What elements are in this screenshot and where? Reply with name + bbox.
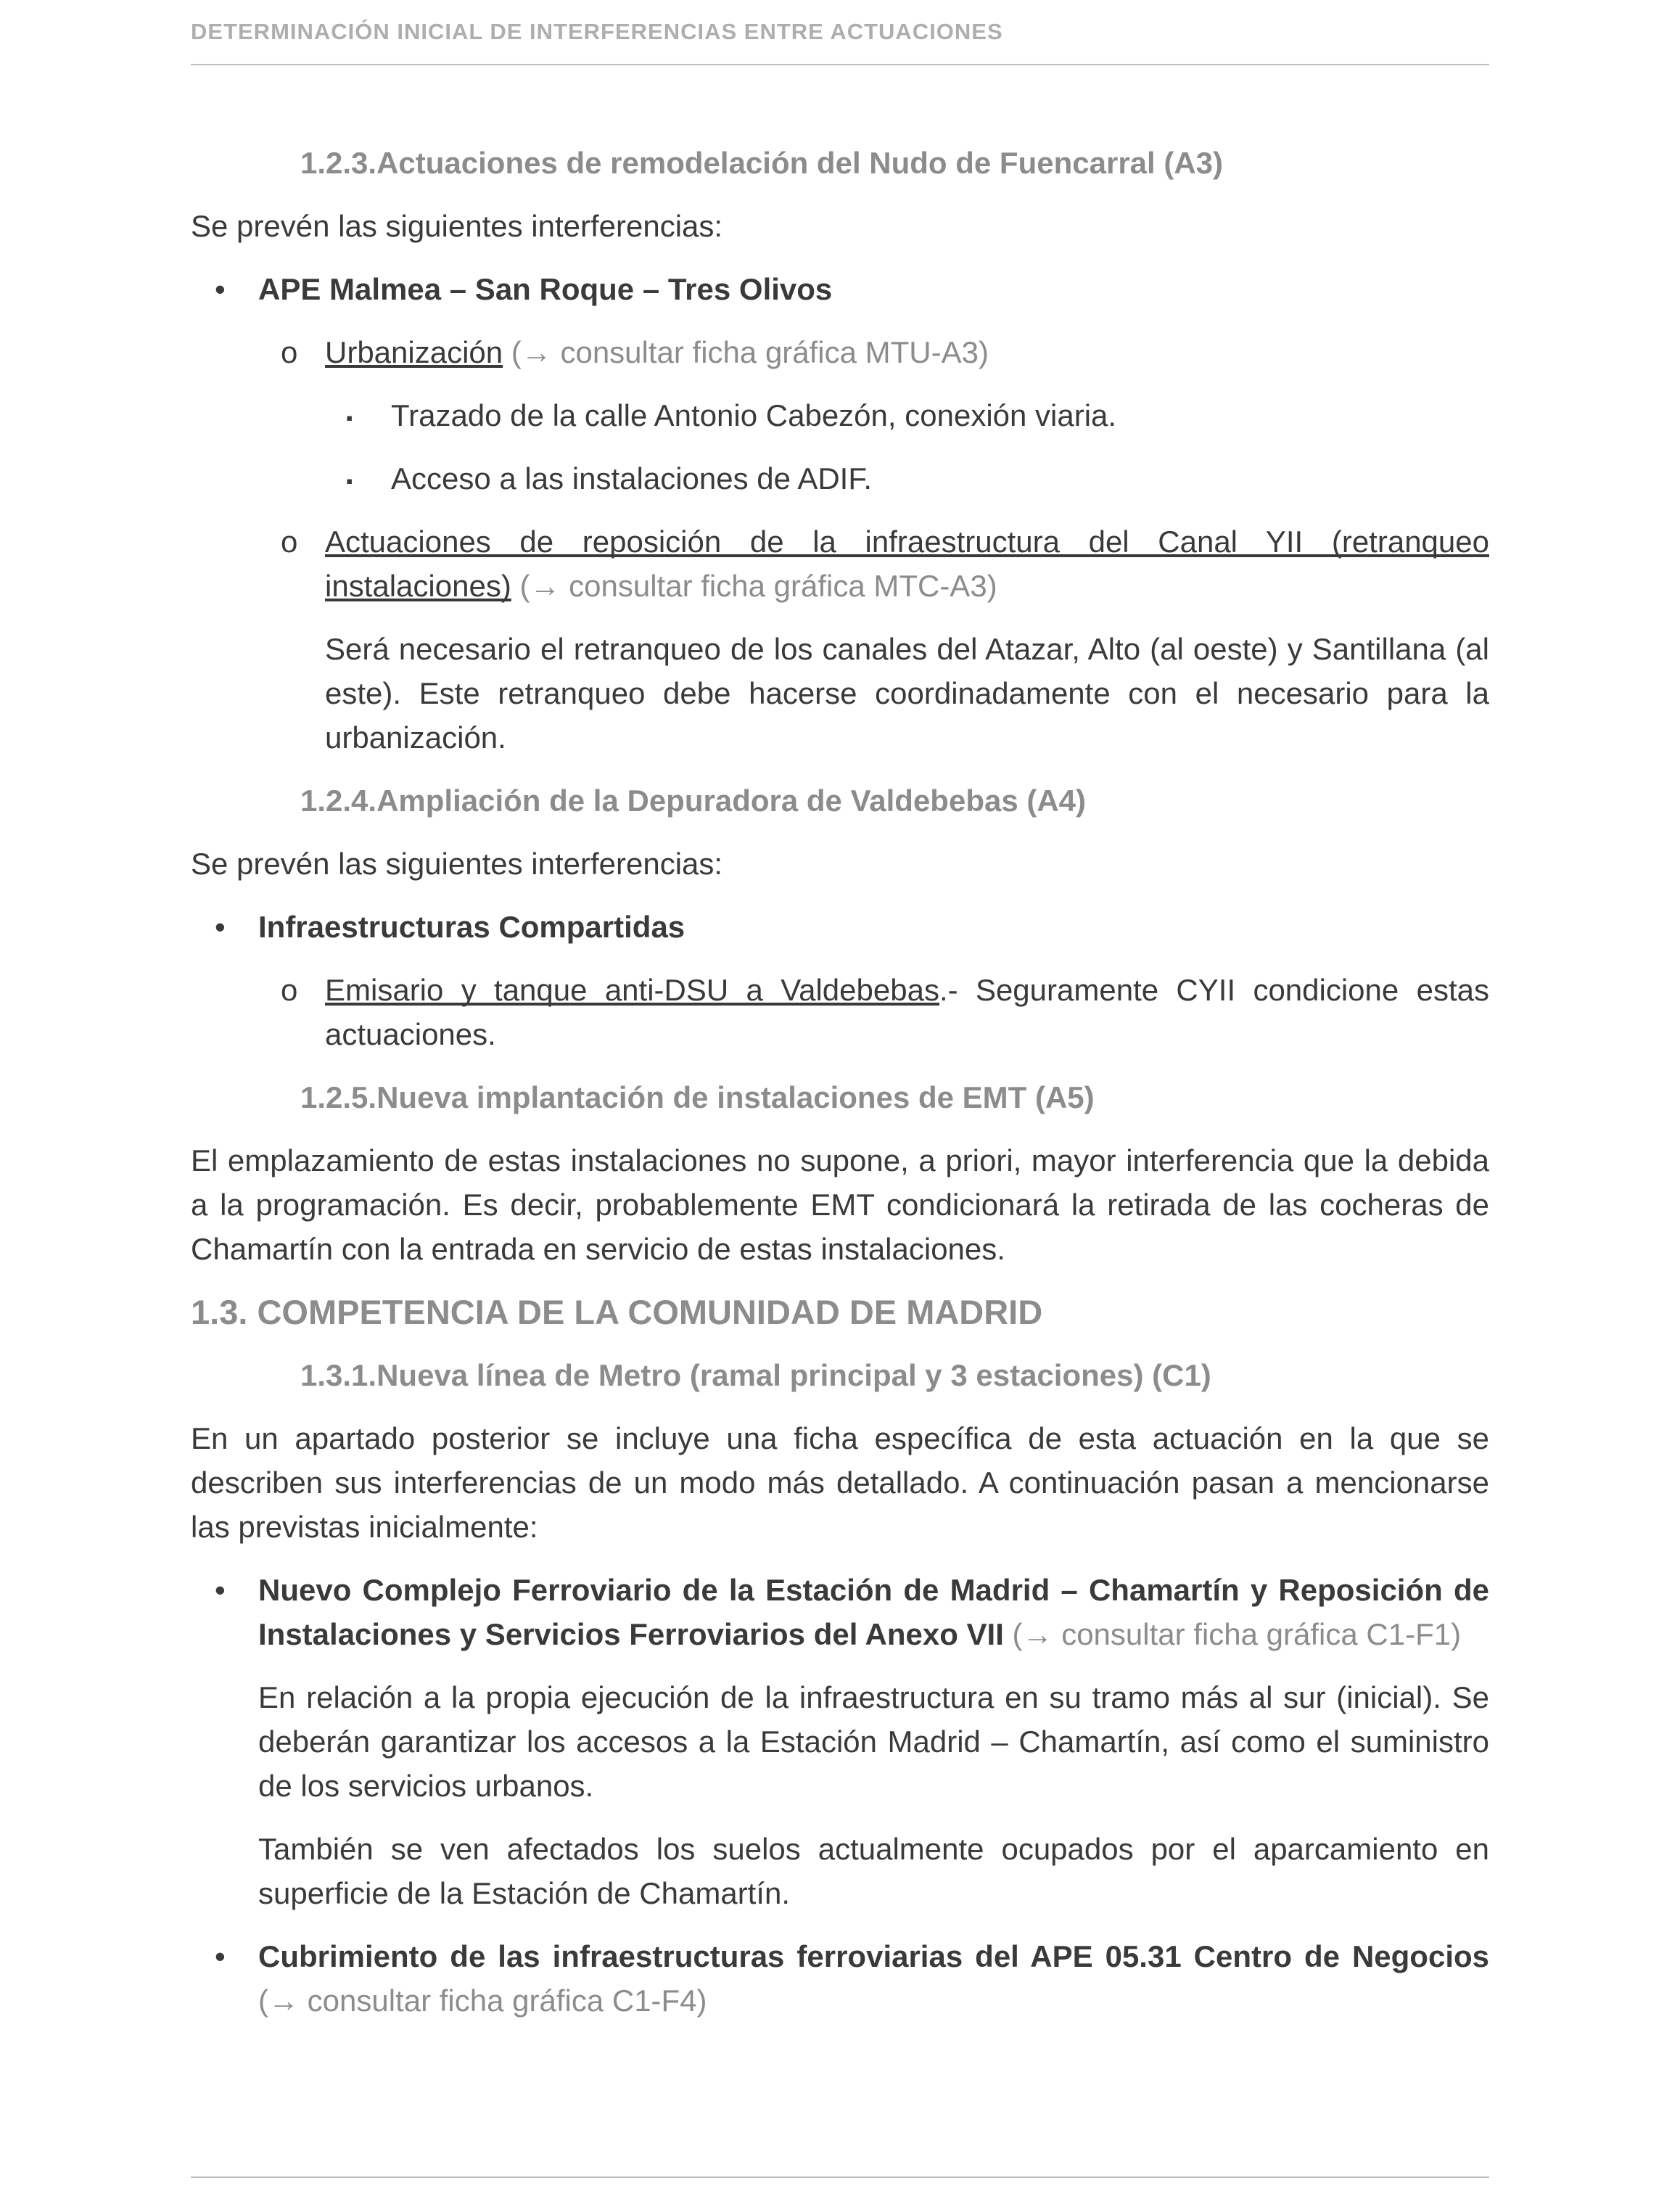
list-item-reposicion (191, 519, 1489, 608)
list-item-acceso (191, 456, 1489, 501)
document-header (0, 0, 1680, 65)
list-item-urbanizacion (191, 330, 1489, 374)
list-item-label: Infraestructuras Compartidas (258, 910, 685, 944)
underlined-topic: Actuaciones de reposición de la infraestructura del Canal YII (retranqueo instalaciones) (325, 525, 1489, 603)
figure-reference: (→ consultar ficha gráfica C1-F4) (258, 1984, 707, 2018)
footer-rule (191, 2176, 1489, 2178)
heading-1-2-5: 1.2.5.Nueva implantación de instalaciones de EMT (A5) (300, 1080, 1095, 1114)
square-bullet-icon: ▪ (346, 407, 353, 429)
bullet-icon: • (215, 1939, 226, 1973)
document-body (0, 65, 1680, 2023)
circle-bullet-icon: o (281, 973, 298, 1007)
square-bullet-icon: ▪ (346, 470, 353, 492)
paragraph-emt: El emplazamiento de estas instalaciones no supone, a priori, mayor interferencia que la debida a la programación. Es decir, probablemente EMT condicionará la retirada de las cocheras de Chamartín con la entrada en servicio de estas instalaciones. (191, 1143, 1489, 1266)
bullet-icon: • (215, 272, 226, 306)
intro-paragraph-c1: En un apartado posterior se incluye una ficha específica de esta actuación en la que se describen sus interferencias de un modo más detallado. A continuación pasan a mencionarse las previstas inicialmente: (191, 1421, 1489, 1544)
intro-paragraph-a4: Se prevén las siguientes interferencias: (191, 847, 723, 881)
intro-paragraph-a3: Se prevén las siguientes interferencias: (191, 209, 723, 243)
figure-reference: (→ consultar ficha gráfica MTC-A3) (511, 569, 997, 603)
list-item-complejo-ferroviario (191, 1568, 1489, 1656)
list-item-label: APE Malmea – San Roque – Tres Olivos (258, 272, 833, 306)
list-item-text: Acceso a las instalaciones de ADIF. (391, 461, 873, 496)
paragraph-ejecucion: En relación a la propia ejecución de la infraestructura en su tramo más al sur (inicial). Se deberán garantizar los accesos a la Estación Madrid – Chamartín, así como el suministro de los servicios urbanos. (258, 1680, 1489, 1803)
underlined-topic: Urbanización (325, 335, 503, 369)
figure-reference: (→ consultar ficha gráfica C1-F1) (1003, 1617, 1462, 1651)
bullet-icon: • (215, 910, 226, 944)
list-item-text: Trazado de la calle Antonio Cabezón, conexión viaria. (391, 398, 1117, 432)
heading-1-3: 1.3. COMPETENCIA DE LA COMUNIDAD DE MADRID (191, 1293, 1043, 1331)
list-item-cubrimiento (191, 1934, 1489, 2023)
heading-1-3-1: 1.3.1.Nueva línea de Metro (ramal principal y 3 estaciones) (C1) (300, 1358, 1211, 1392)
bullet-icon: • (215, 1573, 226, 1607)
paragraph-retranqueo: Será necesario el retranqueo de los canales del Atazar, Alto (al oeste) y Santillana (al este). Este retranqueo debe hacerse coordinadamente con el necesario para la urbanización. (325, 632, 1489, 755)
header-title: DETERMINACIÓN INICIAL DE INTERFERENCIAS ENTRE ACTUACIONES (191, 19, 1003, 44)
underlined-topic: Emisario y tanque anti-DSU a Valdebebas (325, 973, 939, 1007)
paragraph-suelos: También se ven afectados los suelos actualmente ocupados por el aparcamiento en superficie de la Estación de Chamartín. (258, 1832, 1489, 1910)
circle-bullet-icon: o (281, 335, 298, 369)
list-item-trazado (191, 393, 1489, 437)
circle-bullet-icon: o (281, 525, 298, 559)
heading-1-2-3: 1.2.3.Actuaciones de remodelación del Nudo de Fuencarral (A3) (300, 146, 1224, 180)
list-item-text: .- Seguramente CYII condicione estas actuaciones. (325, 973, 1489, 1051)
heading-1-2-4: 1.2.4.Ampliación de la Depuradora de Valdebebas (A4) (300, 784, 1087, 818)
list-item-emisario (191, 968, 1489, 1056)
list-item-label: Cubrimiento de las infraestructuras ferroviarias del APE 05.31 Centro de Negocios (258, 1939, 1489, 1973)
list-item-label: Nuevo Complejo Ferroviario de la Estación de Madrid – Chamartín y Reposición de Instalaciones y Servicios Ferroviarios del Anexo VII (258, 1573, 1489, 1651)
list-item-infraestructuras (191, 905, 1489, 949)
figure-reference: (→ consultar ficha gráfica MTU-A3) (503, 335, 989, 369)
list-item-ape-malmea (191, 267, 1489, 311)
